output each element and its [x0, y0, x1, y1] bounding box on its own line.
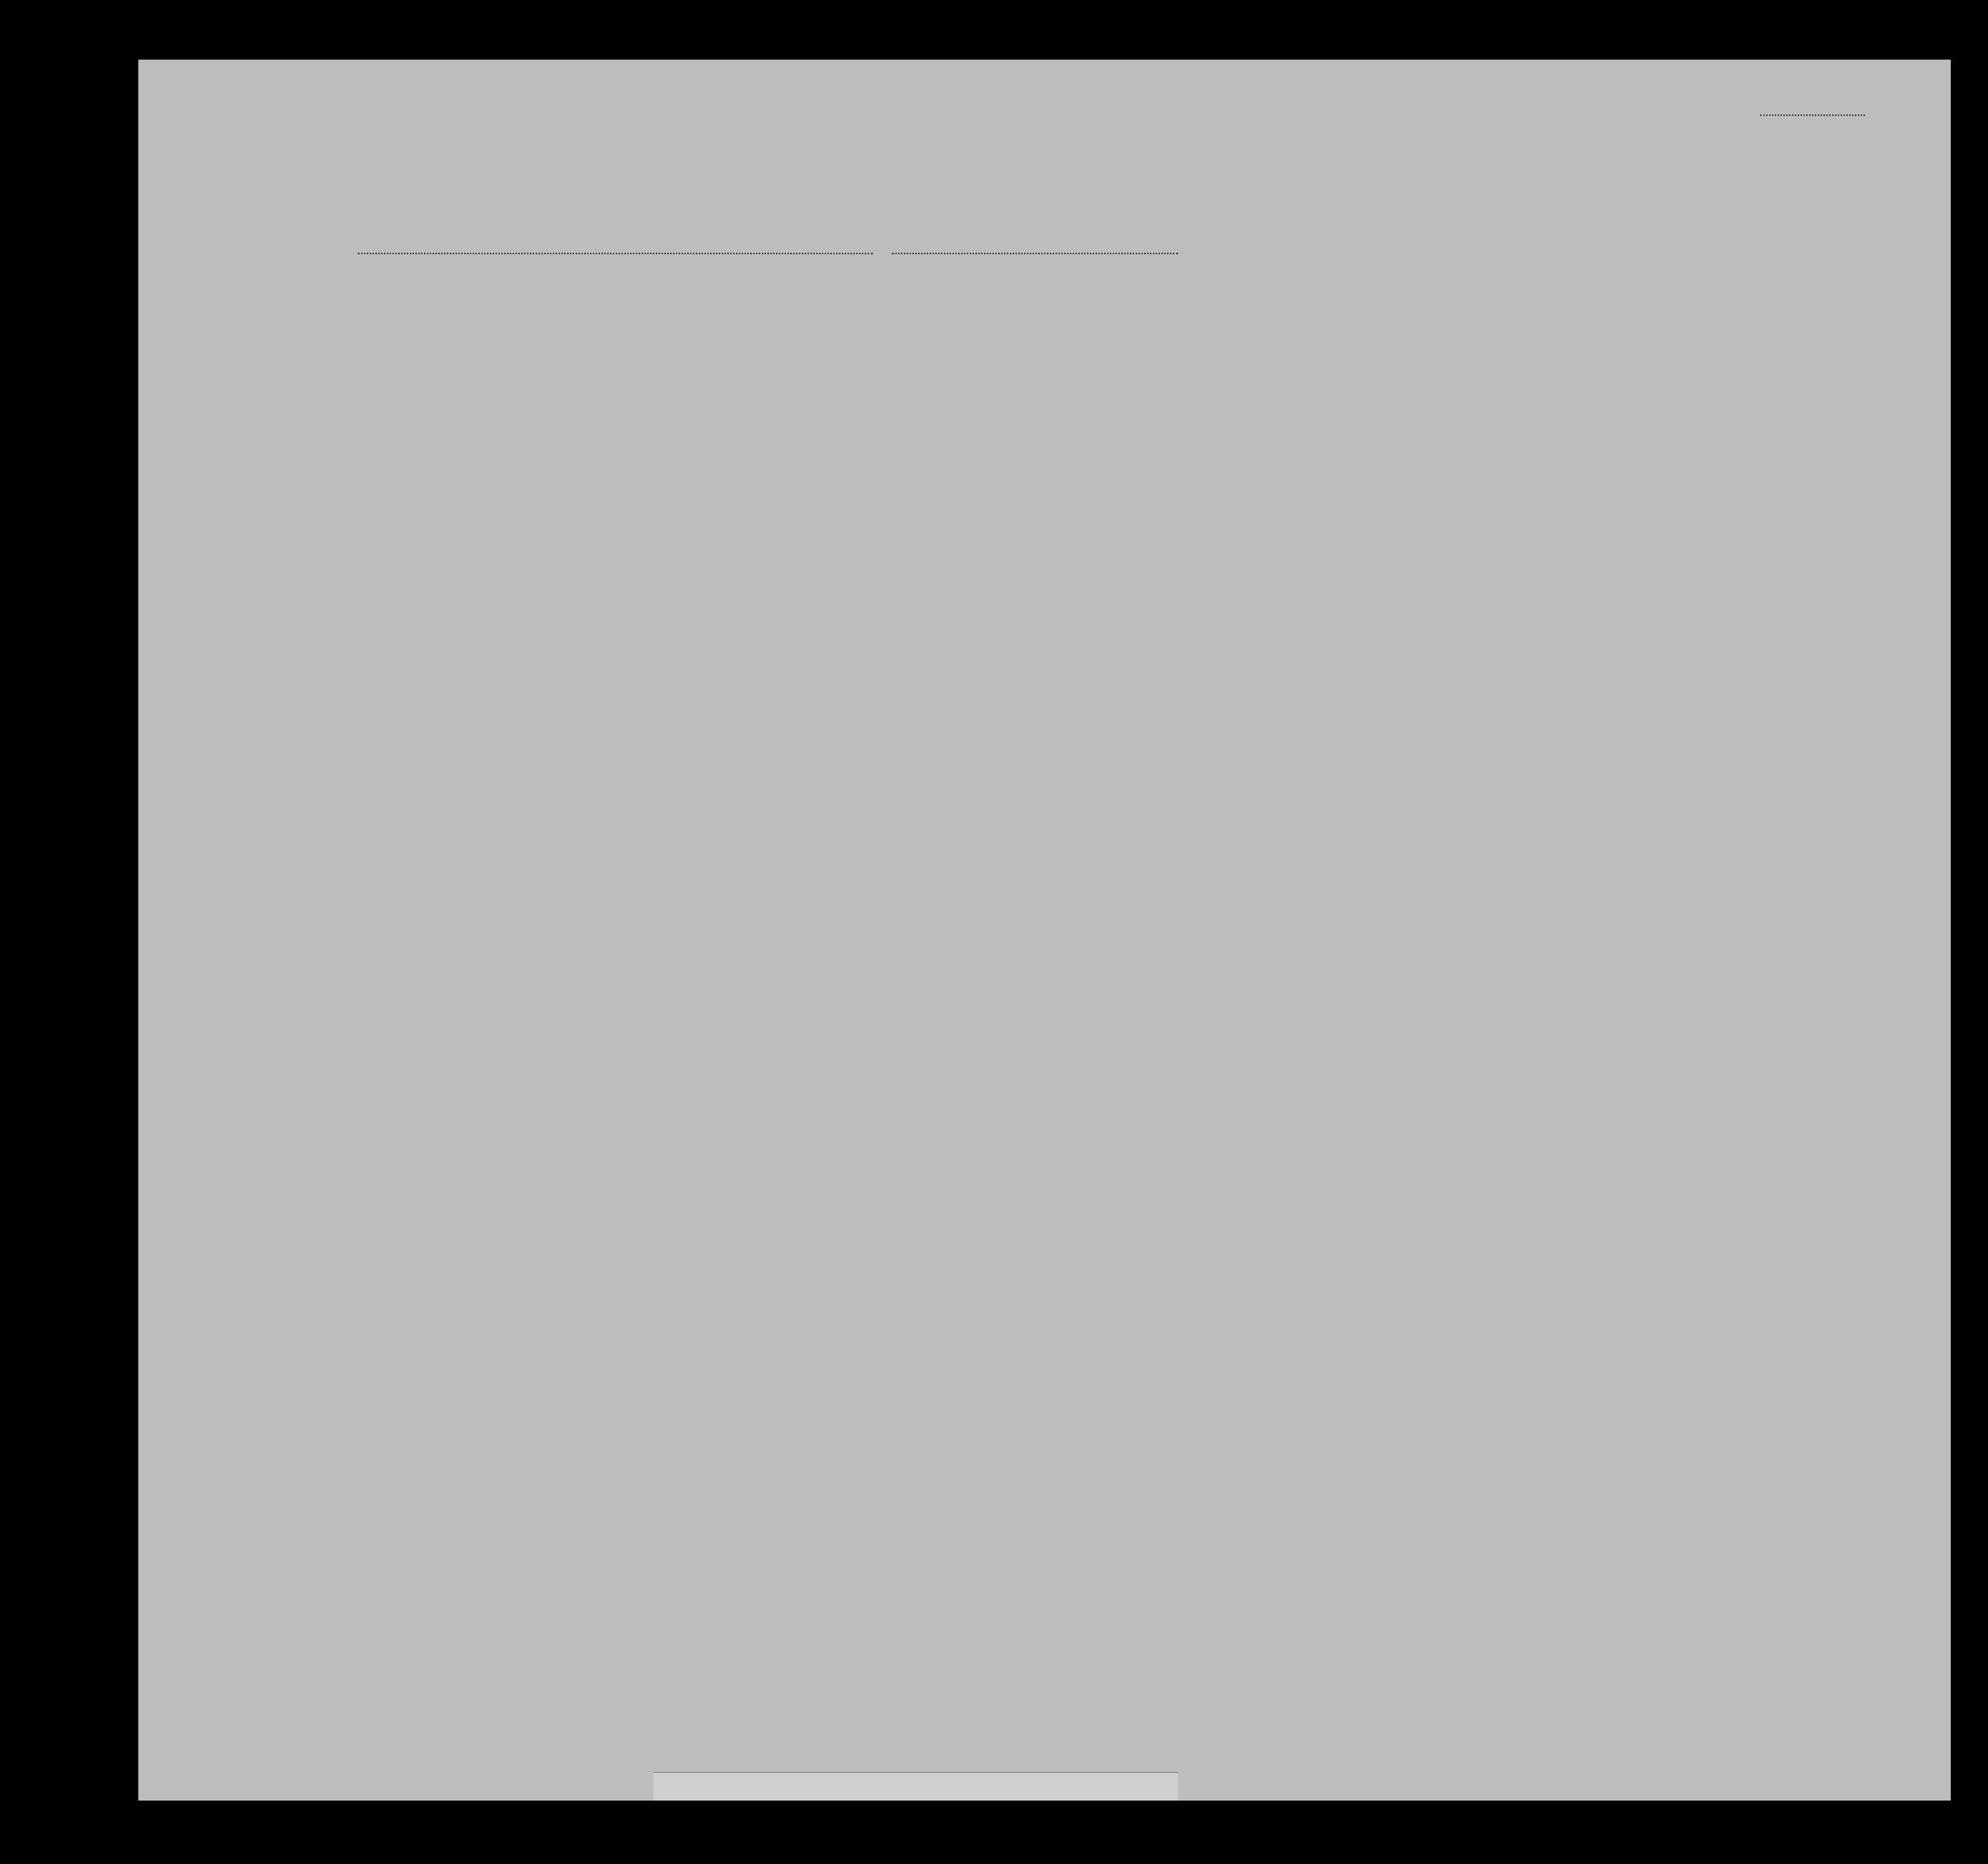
paper-edge [653, 1772, 1178, 1801]
table-grid [138, 60, 1951, 1691]
manifest-sheet [138, 60, 1951, 1801]
